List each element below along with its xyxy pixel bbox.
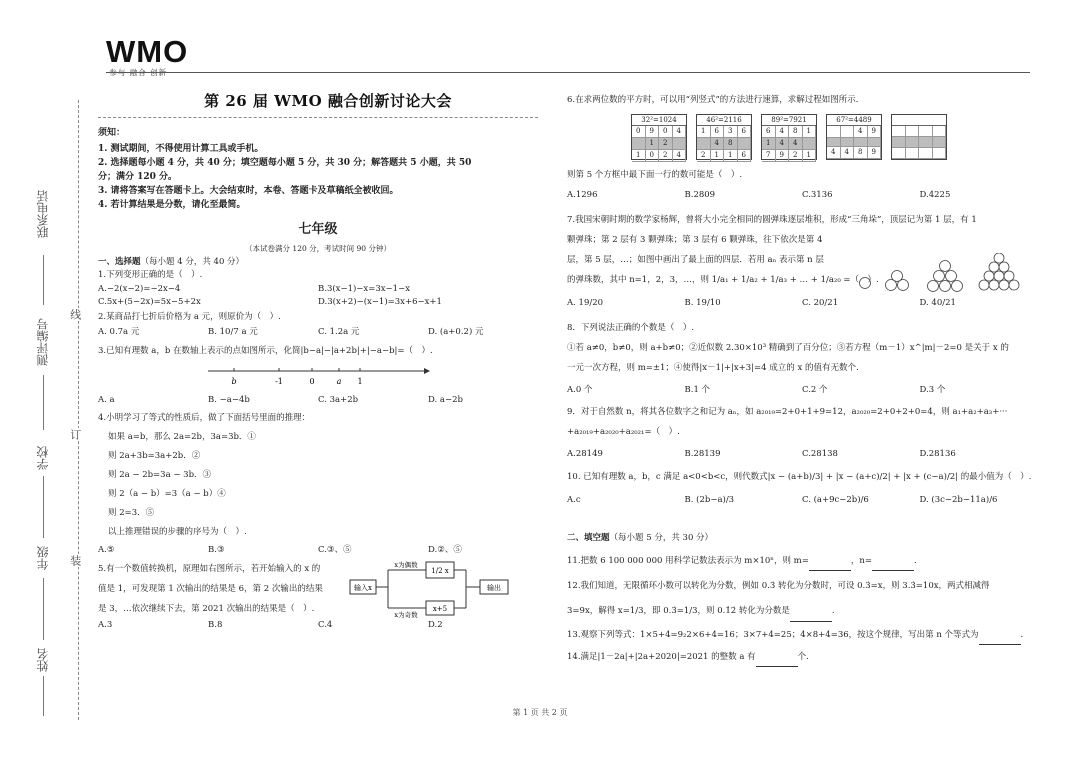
- square-grid-figure: [826, 114, 882, 160]
- q7-block: [567, 211, 1037, 290]
- section-sub: （每小题 4 分，共 40 分）: [140, 257, 245, 268]
- margin-blank-id: [43, 375, 44, 430]
- binding-char-fold: 装: [68, 555, 82, 566]
- grid-cell: 6: [762, 126, 776, 138]
- q12-blank[interactable]: [790, 613, 832, 622]
- grid-cell: 1: [762, 138, 776, 150]
- grid-cell: 3: [724, 126, 738, 138]
- section-choice-heading: [98, 257, 538, 268]
- marble: [898, 279, 909, 290]
- q10-option-c: C. (a+9c−2b)/6: [802, 494, 869, 505]
- grid-title: 32²=1024: [632, 115, 686, 126]
- q4-option-a: A.⑤: [98, 544, 115, 555]
- grid-cell: [803, 138, 817, 150]
- q9-option-b: B.28139: [684, 449, 721, 460]
- pile-layer-3: [928, 260, 963, 291]
- grid-cell: 4: [789, 138, 803, 150]
- grid-title: 89²=7921: [762, 115, 816, 126]
- number-line-figure: [98, 359, 538, 391]
- grid-cell: 9: [646, 126, 660, 138]
- q9-option-d: D.28136: [919, 449, 956, 460]
- q9-line: 9．对于自然数 n，将其各位数字之和记为 aₙ，如 a₂₀₁₉=2+0+1+9=12，a₂₀₂₀=2+0+2+0=4，则 a₁+a₂+a₃+···: [567, 407, 1008, 418]
- q14-blank[interactable]: [756, 658, 798, 667]
- binding-line: [78, 100, 79, 720]
- q4-option-b: B.③: [208, 544, 225, 555]
- grid-cells: [892, 126, 946, 159]
- q5-line: 5.有一个数值转换机，原理如右图所示，若开始输入的 x 的: [98, 563, 321, 574]
- q3-option-c: C. 3a+2b: [318, 394, 359, 405]
- q11: [567, 552, 1037, 571]
- q7-option-b: B. 19/10: [684, 297, 721, 308]
- output-label: 输出: [487, 583, 501, 592]
- triangle-stack-figure: [859, 253, 1037, 293]
- grid-cell: 2: [789, 150, 803, 162]
- grid-cell: 9: [868, 126, 882, 138]
- marble: [952, 280, 963, 291]
- conversion-machine-diagram: [348, 560, 528, 620]
- q4-question: 以上推理错误的步骤的序号为（ ）.: [108, 526, 247, 537]
- marble: [979, 280, 989, 290]
- q2-stem: 2.某商品打七折后价格为 a 元，则原价为（ ）.: [98, 311, 281, 322]
- label-a: a: [336, 376, 342, 386]
- q11-blank-n[interactable]: [872, 562, 914, 571]
- grid-cell: 1: [646, 138, 660, 150]
- grid-title: 67²=4489: [827, 115, 881, 126]
- marble: [1004, 271, 1014, 281]
- q4-step: 则 2=3．⑤: [108, 507, 155, 518]
- grid-cell: [697, 138, 711, 150]
- grid-cell: [933, 148, 947, 159]
- label-b: b: [231, 376, 237, 386]
- q4-step: 则 2a+3b=3a+2b．②: [108, 450, 201, 461]
- q8-line: 8．下列说法正确的个数是（ ）.: [567, 322, 695, 333]
- title-rule: [98, 117, 538, 118]
- marble: [1009, 280, 1019, 290]
- right-column: [567, 94, 1037, 668]
- grid-cell: [906, 148, 920, 159]
- q1-options-row2: [98, 297, 538, 308]
- grid-title: [892, 115, 946, 126]
- marble: [989, 280, 999, 290]
- grid-cell: 4: [827, 147, 841, 159]
- grid-cell: [919, 126, 933, 137]
- q8-line: 一元一次方程，则 m=±1；④使得|x－1|+|x+3|=4 成立的 x 的值有无数个.: [567, 362, 859, 373]
- margin-label-school: 学校: [36, 446, 50, 470]
- grid-cell: 4: [776, 126, 790, 138]
- q5-text: [98, 560, 343, 619]
- number-line-arrow: [424, 368, 430, 374]
- marble: [989, 262, 999, 272]
- label-0: 0: [309, 376, 315, 386]
- page-footer: 第 1 页 共 2 页: [512, 708, 568, 717]
- grid-cell: 8: [854, 147, 868, 159]
- q4-step: 则 2a − 2b=3a − 3b．③: [108, 469, 212, 480]
- odd-label: x为奇数: [394, 610, 418, 619]
- q10-options: [567, 495, 1037, 506]
- grid-cell: [919, 148, 933, 159]
- document-title: 第 26 届 WMO 融合创新讨论大会: [204, 92, 452, 110]
- q9-option-a: A.28149: [567, 449, 603, 460]
- q12-end: .: [831, 606, 835, 616]
- grid-cell: 9: [868, 147, 882, 159]
- grid-cell: 2: [659, 138, 673, 150]
- grid-cell: 1: [724, 150, 738, 162]
- q1-option-a: A.−2(x−2)=−2x−4: [98, 283, 181, 294]
- q7-line: 7.我国宋朝时期的数学家杨辉，曾将大小完全相同的圆弹珠逐层堆积，形成“三角垛”，顶层记为第 1 层，有 1: [567, 214, 977, 225]
- marble: [928, 280, 939, 291]
- margin-label-id: 测评编号: [36, 318, 50, 366]
- grid-cell: 1: [803, 126, 817, 138]
- grid-cell: 0: [632, 126, 646, 138]
- q5-line: 是 3，…依次继续下去，第 2021 次输出的结果是（ ）.: [98, 603, 315, 614]
- plus-label: x+5: [432, 604, 448, 613]
- grid-cell: [841, 138, 855, 147]
- q9-option-c: C.28138: [802, 449, 838, 460]
- binding-char-staple: 订: [68, 429, 82, 440]
- q14-end: 个.: [797, 652, 809, 662]
- grid-cell: [738, 138, 752, 150]
- marble: [999, 262, 1009, 272]
- notice-item: 4. 若计算结果是分数，请化至最简。: [98, 199, 246, 210]
- grid-cell: 9: [776, 150, 790, 162]
- margin-label-contact: 联系电话: [36, 190, 50, 238]
- grid-cell: [827, 138, 841, 147]
- q7-line: 颗弹珠；第 2 层有 3 颗弹珠；第 3 层有 6 颗弹珠，往下依次是第 4: [567, 234, 823, 245]
- logo-text: WMO: [106, 34, 189, 69]
- grid-cell: [933, 126, 947, 137]
- grid-cell: 6: [738, 150, 752, 162]
- margin-blank-contact: [43, 255, 44, 305]
- grid-cell: [868, 138, 882, 147]
- q5-option-d: D.2: [428, 619, 443, 630]
- grid-cell: 2: [659, 150, 673, 162]
- q4-options: [98, 545, 538, 556]
- q13-text: 13.观察下列等式：1×5+4=9₂2×6+4=16；3×7+4=25；4×8+4=36，按这个规律，写出第 n 个等式为: [567, 630, 979, 640]
- q1-option-b: B.3(x−1)−x=3x−1−x: [318, 283, 410, 294]
- q12-line1: 12.我们知道，无限循环小数可以转化为分数，例如 0.3̇ 转化为分数时，可设 0.3̇=x，则 3.3̇=10x，两式相减得: [567, 581, 990, 591]
- q5-option-b: B.8: [208, 619, 223, 630]
- grid-cell: [854, 138, 868, 147]
- grid-cell: 4: [673, 126, 687, 138]
- q6-option-b: B.2809: [684, 190, 716, 201]
- grid-cell: 4: [776, 138, 790, 150]
- grid-cell: 2: [697, 150, 711, 162]
- section-title: 二、填空题: [567, 533, 610, 544]
- q6-option-c: C.3136: [802, 190, 833, 201]
- grid-cell: [933, 137, 947, 148]
- q8-line: ①若 a≠0，b≠0，则 a+b≠0；②近似数 2.30×10³ 精确到了百分位；③若方程（m－1）x^|m|－2=0 是关于 x 的: [567, 342, 1009, 353]
- q11-end: .: [913, 556, 917, 566]
- even-label: x为偶数: [394, 560, 418, 569]
- q11-text: 11.把数 6 100 000 000 用科学记数法表示为 m×10ⁿ，则 m=: [567, 556, 809, 566]
- q4-stem: 4.小明学习了等式的性质后，做了下面括号里面的推理：: [98, 413, 311, 424]
- grid-cells: [632, 126, 686, 159]
- notice-item: 2. 选择题每小题 4 分，共 40 分；填空题每小题 5 分，共 30 分；解答题共 5 小题，共 50: [98, 157, 472, 168]
- notice-item: 1. 测试期间，不得使用计算工具或手机。: [98, 144, 264, 154]
- q2-option-d: D. (a+0.2) 元: [428, 327, 484, 338]
- grid-cell: 0: [646, 150, 660, 162]
- q3-option-d: D. a−2b: [428, 394, 463, 405]
- grid-cell: 4: [711, 138, 725, 150]
- grid-cell: [673, 138, 687, 150]
- q2-options: [98, 327, 538, 338]
- grid-cell: 8: [724, 138, 738, 150]
- marble: [940, 260, 951, 271]
- square-grid-figure: [891, 114, 947, 160]
- q12-line2: [567, 600, 1037, 622]
- grid-cell: [919, 137, 933, 148]
- grid-cell: [632, 138, 646, 150]
- q14-text: 14.满足|1－2a|+|2a+2020|=2021 的整数 a 有: [567, 652, 756, 662]
- q13-end: .: [1020, 630, 1024, 640]
- square-grid-figure: [631, 114, 687, 160]
- q1-stem: 1.下列变形正确的是（ ）.: [98, 269, 203, 280]
- q8-option-a: A.0 个: [567, 384, 593, 395]
- marble: [860, 277, 871, 288]
- q1-option-c: C.5x+(5−2x)=5x−5+2x: [98, 297, 201, 308]
- q5-options: [98, 620, 538, 631]
- q5-option-a: A.3: [98, 619, 113, 630]
- grid-cell: [841, 126, 855, 138]
- grid-cell: 4: [841, 147, 855, 159]
- grid-cell: [827, 126, 841, 138]
- q2-option-b: B. 10/7 a 元: [208, 327, 258, 338]
- grid-cell: 0: [659, 126, 673, 138]
- q4-option-c: C.③、⑤: [318, 544, 352, 555]
- grid-cell: 1: [697, 126, 711, 138]
- marble: [886, 279, 897, 290]
- q6-option-d: D.4225: [919, 190, 951, 201]
- q7-option-c: C. 20/21: [802, 297, 839, 308]
- grid-cell: 4: [673, 150, 687, 162]
- q6-stem: 6.在求两位数的平方时，可以用“列竖式”的方法进行速算，求解过程如图所示．: [567, 95, 865, 105]
- binding-char-line: 线: [68, 309, 82, 320]
- marble: [994, 271, 1004, 281]
- marble: [946, 270, 957, 281]
- q3-stem: 3.已知有理数 a，b 在数轴上表示的点如图所示，化简|b−a|−|a+2b|+|−a−b|=（ ）.: [98, 346, 433, 357]
- q3-option-a: A. a: [98, 394, 115, 405]
- q5-block: [98, 560, 538, 619]
- notice-item: 3. 请将答案写在答题卡上。大会结束时，本卷、答题卡及草稿纸全被收回。: [98, 185, 399, 196]
- q1-option-d: D.3(x+2)−(x−1)=3x+6−x+1: [318, 297, 442, 308]
- q9-options: [567, 449, 1037, 460]
- q9-line: +a₂₀₁₉+a₂₀₂₀+a₂₀₂₁=（ ）.: [567, 427, 680, 438]
- q7-option-a: A. 19/20: [567, 297, 604, 308]
- q12-text: 3=9x，解得 x=1/3，即 0.3̇=1/3，则 0.1̇2̇ 转化为分数是: [567, 606, 790, 616]
- pile-layer-1: [860, 277, 871, 288]
- margin-label-grade: 年级: [36, 546, 50, 570]
- q13: [567, 626, 1037, 645]
- marble: [994, 253, 1004, 263]
- label-1: 1: [357, 376, 363, 386]
- q6-option-a: A.1296: [567, 190, 598, 201]
- q3-number-line: [98, 359, 538, 391]
- q13-blank[interactable]: [979, 636, 1021, 645]
- half-label: 1/2 x: [431, 566, 449, 575]
- q11-mid: ，n=: [850, 556, 872, 566]
- pile-layer-4: [979, 253, 1019, 290]
- grade-heading: 七年级: [298, 221, 338, 237]
- grid-cell: 6: [738, 126, 752, 138]
- marble: [940, 280, 951, 291]
- q3-option-b: B. −a−4b: [208, 394, 250, 405]
- q8-option-d: D.3 个: [919, 384, 946, 395]
- grid-cell: 4: [854, 126, 868, 138]
- q10-option-d: D. (3c−2b−11a)/6: [919, 494, 998, 505]
- grid-cell: [906, 137, 920, 148]
- q7-line: 的弹珠数，其中 n=1，2，3，…，则 1/a₁ + 1/a₂ + 1/a₃ + … + 1/a₂₀ =（ ）.: [567, 274, 879, 285]
- grid-cell: [906, 126, 920, 137]
- q8-options: [567, 385, 1037, 396]
- pile-layer-2: [886, 270, 909, 290]
- q4-option-d: D.②、⑤: [428, 544, 462, 555]
- grid-cell: 1: [711, 150, 725, 162]
- logo-subtitle: ·参与·融合·创新·: [106, 68, 171, 77]
- grid-cell: 7: [762, 150, 776, 162]
- header-rule: [106, 72, 1030, 73]
- grid-cell: 6: [711, 126, 725, 138]
- marble: [984, 271, 994, 281]
- margin-blank-grade: [43, 578, 44, 640]
- q11-blank-m[interactable]: [809, 562, 851, 571]
- q1-options-row1: [98, 284, 538, 295]
- section-sub: （每小题 5 分，共 30 分）: [609, 533, 714, 544]
- notice-item: 分；满分 120 分。: [98, 171, 178, 182]
- q2-option-c: C. 1.2a 元: [318, 327, 360, 338]
- grid-cell: [892, 137, 906, 148]
- q10-stem: 10. 已知有理数 a，b，c 满足 a<0<b<c，则代数式|x − (a+b)/3| + |x − (a+c)/2| + |x + (c−a)/2| 的最小值为（ ）.: [567, 471, 1032, 482]
- input-label: 输入x: [354, 583, 372, 592]
- marble: [934, 270, 945, 281]
- q7-options: [567, 298, 1037, 309]
- square-grid-figure: [761, 114, 817, 160]
- q8-option-b: B.1 个: [684, 384, 711, 395]
- grid-cell: 1: [632, 150, 646, 162]
- grid-cell: 1: [803, 150, 817, 162]
- grid-title: 46²=2116: [697, 115, 751, 126]
- margin-label-name: 姓名: [36, 648, 50, 672]
- q2-option-a: A. 0.7a 元: [98, 327, 140, 338]
- notice-heading: 须知：: [98, 127, 126, 138]
- q5-option-c: C.4: [318, 619, 333, 630]
- q10-option-b: B. (2b−a)/3: [684, 494, 735, 505]
- section-fill-heading: [567, 533, 1037, 544]
- grid-cell: 8: [789, 126, 803, 138]
- q6-grid-figures: [631, 114, 1037, 160]
- grid-cells: [762, 126, 816, 159]
- grid-cell: [892, 148, 906, 159]
- q10-option-a: A.c: [567, 494, 581, 505]
- grid-cells: [827, 126, 881, 159]
- left-column: [98, 92, 538, 630]
- q5-line: 值是 1，可发现第 1 次输出的结果是 6，第 2 次输出的结果: [98, 583, 323, 594]
- q3-options: [98, 395, 538, 406]
- q4-step: 如果 a=b，那么 2a=2b，3a=3b．①: [108, 431, 256, 442]
- square-grid-figure: [696, 114, 752, 160]
- q6-options: [567, 190, 1037, 201]
- q14: [567, 648, 1037, 667]
- exam-info: （本试卷满分 120 分，考试时间 90 分钟）: [245, 243, 391, 253]
- q4-step: 则 2（a − b）=3（a − b）④: [108, 488, 226, 499]
- margin-blank-school: [43, 476, 44, 538]
- section-title: 一、选择题: [98, 257, 141, 268]
- label-neg1: -1: [275, 376, 283, 386]
- grid-cell: [892, 126, 906, 137]
- grid-cells: [697, 126, 751, 159]
- q7-option-d: D. 40/21: [919, 297, 956, 308]
- marble: [999, 280, 1009, 290]
- q6-question: 则第 5 个方框中最下面一行的数可能是（ ）.: [567, 169, 743, 180]
- q7-line: 层，第 5 层，…；如图中画出了最上面的四层．若用 aₙ 表示第 n 层: [567, 254, 824, 265]
- q8-option-c: C.2 个: [802, 384, 828, 395]
